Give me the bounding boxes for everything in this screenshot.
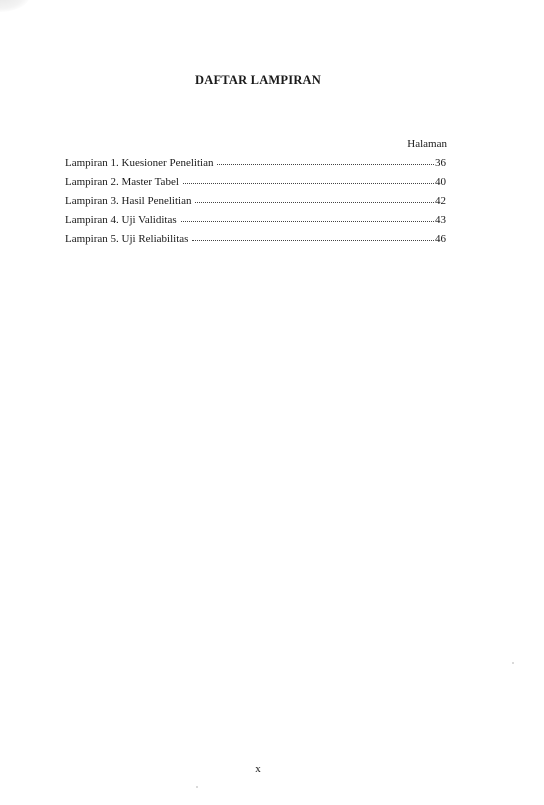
appendix-list [65, 157, 446, 252]
entry-page: 46 [435, 233, 446, 245]
entry-label: Lampiran 2. Master Tabel [65, 176, 179, 188]
entry-label: Lampiran 5. Uji Reliabilitas [65, 233, 189, 245]
scan-speck [512, 662, 514, 664]
list-item [65, 233, 446, 252]
dot-leader [183, 182, 434, 184]
entry-page: 36 [435, 157, 446, 169]
scan-speck [196, 786, 198, 788]
entry-page: 43 [435, 214, 446, 226]
entry-page: 42 [435, 195, 446, 207]
entry-label: Lampiran 3. Hasil Penelitian [65, 195, 192, 207]
entry-label: Lampiran 4. Uji Validitas [65, 214, 177, 226]
scan-corner-smudge [0, 0, 30, 12]
dot-leader [181, 220, 434, 222]
page-column-label: Halaman [407, 138, 447, 150]
list-item [65, 176, 446, 195]
page-title: DAFTAR LAMPIRAN [194, 73, 322, 87]
list-item [65, 214, 446, 233]
entry-page: 40 [435, 176, 446, 188]
entry-label: Lampiran 1. Kuesioner Penelitian [65, 157, 214, 169]
dot-leader [195, 201, 434, 203]
dot-leader [217, 163, 434, 165]
page-number: x [255, 763, 261, 775]
list-item [65, 157, 446, 176]
dot-leader [192, 239, 434, 241]
list-item [65, 195, 446, 214]
